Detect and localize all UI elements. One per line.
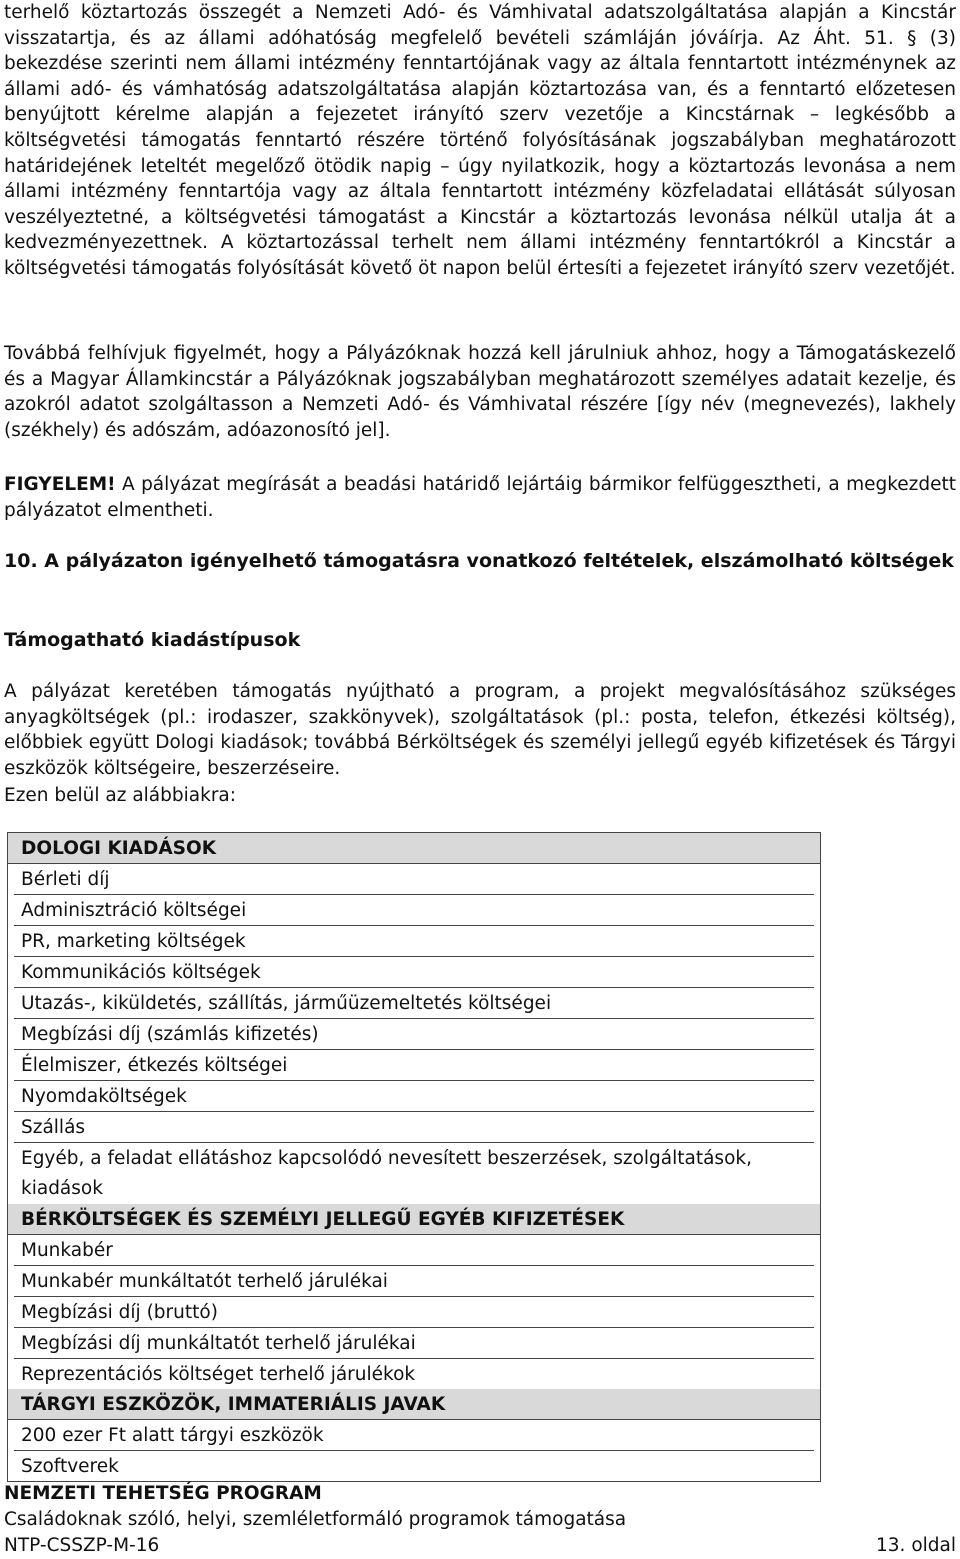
table-row: Szoftverek [21,1456,119,1477]
table-row: Munkabér munkáltatót terhelő járulékai [14,1266,814,1297]
table-row: Megbízási díj (bruttó) [14,1297,814,1328]
category-header: BÉRKÖLTSÉGEK ÉS SZEMÉLYI JELLEGŰ EGYÉB KIFIZETÉSEK [8,1204,820,1235]
page-number: 13. oldal [876,1535,956,1556]
table-row: Megbízási díj munkáltatót terhelő járulékai [14,1328,814,1359]
paragraph-tax-debt: terhelő köztartozás összegét a Nemzeti Adó- és Vámhivatal adatszolgáltatása alapján a Kincstár visszatartja, és az állami adóhatóság megfelelő bevételi számláján jóváírja. Az Áht. 51. § (3) bekezdése szerinti nem állami intézmény fenntartójának vagy az általa fenntartott intézménynek az állami adó- és vámhatóság adatszolgáltatása alapján köztartozása van, és a fenntartó előzetesen benyújtott kérelme alapján a fejezetet irányító szerv vezetője a Kincstárnak – legkésőbb a költségvetési támogatás fenntartó részére történő folyósításának jogszabályban meghatározott határidejének leteltét megelőző ötödik napig – úgy nyilatkozik, hogy a köztartozás levonása a nem állami intézmény fenntartója vagy az általa fenntartott intézmény közfeladatai ellátását súlyosan veszélyeztetné, a költségvetési támogatást a Kincstár a köztartozás levonása nélkül utalja át a kedvezményezettnek. A köztartozással terhelt nem állami intézmény fenntartókról a Kincstár a költségvetési támogatás folyósítását követő öt napon belül értesíti a fejezetet irányító szerv vezetőjét. [4,2,956,279]
section-heading: 10. A pályázaton igényelhető támogatásra vonatkozó feltételek, elszámolható költségek [4,550,954,572]
table-row: Élelmiszer, étkezés költségei [14,1050,814,1081]
category-items [8,864,820,1204]
category-items [8,1235,820,1389]
paragraph-list-intro: Ezen belül az alábbiakra: [4,785,236,806]
category-items [8,1420,820,1481]
footer-program: NEMZETI TEHETSÉG PROGRAM [4,1483,322,1504]
warning-label: FIGYELEM! [4,474,116,495]
page-footer [4,1481,956,1559]
paragraph-warning [4,472,956,523]
paragraph-data-consent: Továbbá felhívjuk figyelmét, hogy a Pályázóknak hozzá kell járulniuk ahhoz, hogy a Támogatáskezelő és a Magyar Államkincstár a Pályázóknak jogszabályban meghatározott személyes adatait kezelje, és azokról adatot szolgáltasson a Nemzeti Adó- és Vámhivatal részére [így név (megnevezés), lakhely (székhely) és adószám, adóazonosító jel]. [4,343,956,441]
table-row: Megbízási díj (számlás kifizetés) [14,1019,814,1050]
category-header: DOLOGI KIADÁSOK [8,833,820,864]
table-row: Szállás [14,1112,814,1143]
section-subheading: Támogatható kiadástípusok [4,629,301,651]
table-row: Reprezentációs költséget terhelő járulékok [21,1364,416,1385]
table-row: Nyomdaköltségek [14,1081,814,1112]
table-row: Utazás-, kiküldetés, szállítás, járműüzemeltetés költségei [14,988,814,1019]
table-row: Egyéb, a feladat ellátáshoz kapcsolódó nevesített beszerzések, szolgáltatások, kiadások [21,1148,752,1199]
category-header: TÁRGYI ESZKÖZÖK, IMMATERIÁLIS JAVAK [8,1389,820,1420]
warning-text: A pályázat megírását a beadási határidő lejártáig bármikor felfüggesztheti, a megkezdett pályázatot elmentheti. [4,474,956,521]
table-row: Bérleti díj [14,864,814,895]
paragraph-eligible-costs: A pályázat keretében támogatás nyújtható a program, a projekt megvalósításához szükséges anyagköltségek (pl.: irodaszer, szakkönyvek), szolgáltatások (pl.: posta, telefon, étkezési költség), előbbiek együtt Dologi kiadások; továbbá Bérköltségek és személyi jellegű egyéb kifizetések és Tárgyi eszközök költségeire, beszerzéseire. [4,681,956,779]
table-row: Kommunikációs költségek [14,957,814,988]
table-row: PR, marketing költségek [14,926,814,957]
footer-bottom-line [4,1533,956,1559]
footer-subtitle: Családoknak szóló, helyi, szemléletformáló programok támogatása [4,1509,627,1530]
cost-types-table [7,832,821,1482]
table-row: 200 ezer Ft alatt tárgyi eszközök [14,1420,814,1451]
table-row: Adminisztráció költségei [14,895,814,926]
table-row: Munkabér [14,1235,814,1266]
footer-code: NTP-CSSZP-M-16 [4,1535,160,1556]
